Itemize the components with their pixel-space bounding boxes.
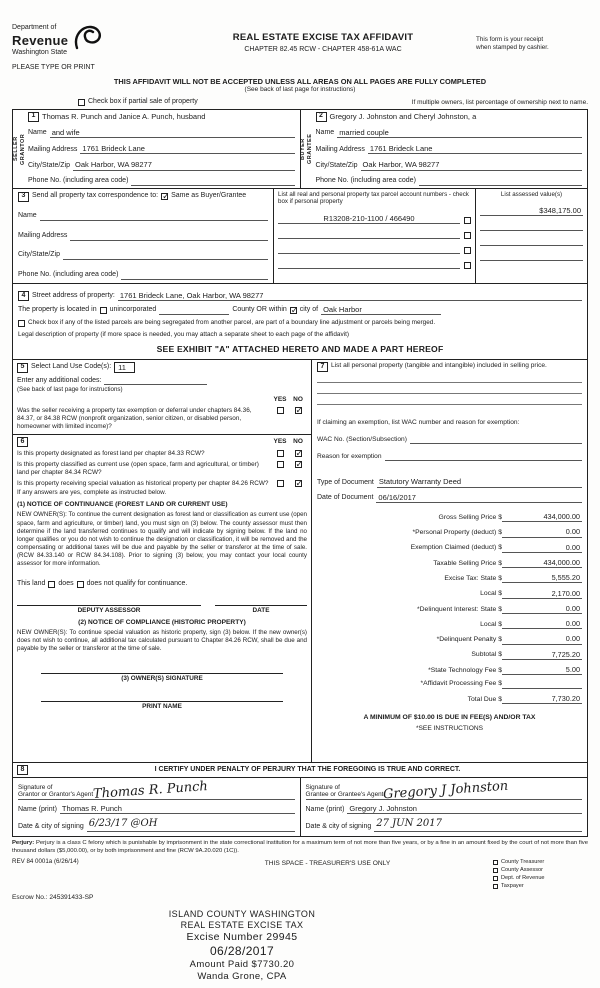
personal-property-checkbox-4[interactable] xyxy=(464,262,471,269)
type-of-document-input[interactable]: Statutory Warranty Deed xyxy=(377,477,582,487)
does-checkbox[interactable] xyxy=(48,581,55,588)
distribution-list xyxy=(493,858,588,890)
county-assessor-checkbox[interactable] xyxy=(493,868,498,873)
corr-csz-input[interactable] xyxy=(63,251,268,260)
section-4 xyxy=(12,283,588,360)
perjury-text: Perjury is a class C felony which is punishable by imprisonment in the state correctional institution for a maximum term of not more than five years, or by a fine in an amount fixed by the court of not more than five thousand dollars ($5,000.00), or by both imprisonment and fine (RCW 9A.20.020 (1C)). xyxy=(12,839,588,854)
print-name-line[interactable] xyxy=(41,701,283,702)
tech-fee-label: *State Technology Fee $ xyxy=(428,666,502,674)
excise-local-value[interactable]: 2,170.00 xyxy=(502,589,582,599)
total-due-label: Total Due $ xyxy=(467,695,502,703)
section-8-number: 8 xyxy=(17,765,28,775)
deputy-assessor-label: DEPUTY ASSESSOR xyxy=(77,606,141,614)
county-or-label: County OR within xyxy=(232,305,287,313)
buyer-side-label: BUYER xyxy=(300,137,307,160)
grantor-signature[interactable]: Thomas R. Punch xyxy=(92,778,209,802)
assessed-value-2[interactable] xyxy=(480,222,583,231)
grantee-name-print-label: Name (print) xyxy=(305,805,345,813)
county-treasurer-label: County Treasurer xyxy=(501,859,545,866)
stamp-county-line: ISLAND COUNTY WASHINGTON xyxy=(168,908,316,919)
corr-name-input[interactable] xyxy=(40,212,268,221)
personal-property-line-2[interactable] xyxy=(317,383,582,394)
seller-phone-input[interactable] xyxy=(131,177,294,186)
seller-side-label: SELLER xyxy=(12,136,19,161)
personal-property-checkbox-2[interactable] xyxy=(464,232,471,239)
wac-input[interactable] xyxy=(410,435,582,444)
buyer-phone-input[interactable] xyxy=(419,177,582,186)
corr-csz-label: City/State/Zip xyxy=(18,251,61,259)
seller-name-line1[interactable]: Thomas R. Punch and Janice A. Punch, husband xyxy=(42,112,206,122)
taxable-price-label: Taxable Selling Price $ xyxy=(433,559,502,567)
subtotal-value[interactable]: 7,725.20 xyxy=(502,650,582,660)
this-land-label: This land xyxy=(17,579,46,587)
processing-fee-label: *Affidavit Processing Fee $ xyxy=(420,680,502,688)
owners-signature-line[interactable] xyxy=(41,673,283,674)
receipt-note-line2: when stamped by cashier. xyxy=(476,43,549,51)
section-6 xyxy=(12,434,312,763)
notice-compliance-title: (2) NOTICE OF COMPLIANCE (HISTORIC PROPERTY) xyxy=(78,618,246,626)
see-back-note: (See back of last page for instructions) xyxy=(17,386,123,394)
same-as-buyer-label: Same as Buyer/Grantee xyxy=(171,192,247,200)
deferral-question: Was the seller receiving a property tax exemption or deferral under chapters 84.36, 84.37, or 84.38 RCW (nonprofit organization, senior citizen, or disabled person, homeowner with limited income)? xyxy=(17,407,252,430)
exemption-deduct-value[interactable]: 0.00 xyxy=(502,543,582,553)
seller-name-line2[interactable]: and wife xyxy=(50,128,295,138)
current-use-yes-checkbox[interactable] xyxy=(277,461,284,468)
assessed-value-3[interactable] xyxy=(480,237,583,246)
footer-row xyxy=(12,858,588,890)
perjury-title: Perjury: xyxy=(12,839,35,846)
yes-header: YES xyxy=(273,396,287,404)
corr-phone-input[interactable] xyxy=(121,271,268,280)
historic-question: Is this property receiving special valuation as historical property per chapter 84.26 RCW? xyxy=(17,479,269,487)
buyer-section xyxy=(300,109,589,189)
additional-codes-label: Enter any additional codes: xyxy=(17,376,102,384)
grantor-date-input[interactable]: 6/23/17 @OH xyxy=(87,818,295,832)
exemption-deduct-label: Exemption Claimed (deduct) $ xyxy=(410,544,502,552)
escrow-label: Escrow No.: xyxy=(12,894,48,902)
deputy-date-line[interactable] xyxy=(215,605,307,606)
section-5 xyxy=(12,359,312,435)
deferral-yes-checkbox[interactable] xyxy=(277,407,284,414)
escrow-number-field xyxy=(12,894,588,902)
please-type-label: PLEASE TYPE OR PRINT xyxy=(12,63,95,71)
does-not-label: does not qualify for continuance. xyxy=(86,579,188,587)
answers-yes-note: If any answers are yes, complete as instructed below. xyxy=(17,489,167,497)
partial-sale-field xyxy=(78,98,198,107)
buyer-csz-label: City/State/Zip xyxy=(315,161,358,169)
no-header: NO xyxy=(293,396,303,404)
washington-state-label: Washington State xyxy=(12,49,67,56)
parcel-number-4[interactable] xyxy=(278,260,460,269)
grantor-side-label: GRANTOR xyxy=(19,133,26,165)
current-use-question: Is this property classified as current use (open space, farm and agricultural, or timber) land per chapter 84.34 RCW? xyxy=(17,460,259,476)
forest-land-question: Is this property designated as forest land per chapter 84.33 RCW? xyxy=(17,450,205,458)
personal-property-checkbox-1[interactable] xyxy=(464,217,471,224)
send-correspondence-label: Send all property tax correspondence to: xyxy=(32,192,159,200)
county-assessor-label: County Assessor xyxy=(501,867,543,874)
seller-mailing-input[interactable]: 1761 Brideck Lane xyxy=(80,144,294,154)
wac-label: WAC No. (Section/Subsection) xyxy=(317,436,407,444)
section-8 xyxy=(12,762,588,837)
grantor-name-print-label: Name (print) xyxy=(18,805,57,813)
grantee-signature[interactable]: Gregory J Johnston xyxy=(383,778,510,803)
historic-yes-checkbox[interactable] xyxy=(277,480,284,487)
deputy-assessor-line[interactable] xyxy=(17,605,201,606)
assessed-values-header: List assessed value(s) xyxy=(500,190,563,198)
section-5-number: 5 xyxy=(17,363,28,373)
taxpayer-checkbox[interactable] xyxy=(493,884,498,889)
banner-text: THIS AFFIDAVIT WILL NOT BE ACCEPTED UNLESS ALL AREAS ON ALL PAGES ARE FULLY COMPLETED xyxy=(113,76,487,86)
form-subtitle: CHAPTER 82.45 RCW - CHAPTER 458-61A WAC xyxy=(244,45,402,53)
minimum-fee-note: A MINIMUM OF $10.00 IS DUE IN FEE(S) AND/OR TAX xyxy=(363,714,536,722)
does-label: does xyxy=(58,579,74,587)
partial-sale-label: Check box if partial sale of property xyxy=(88,97,198,105)
revenue-label: Revenue xyxy=(12,32,69,48)
current-use-no-checkbox[interactable] xyxy=(295,461,302,468)
personal-deduct-value[interactable]: 0.00 xyxy=(502,527,582,537)
multiple-owners-note: If multiple owners, list percentage of ownership next to name. xyxy=(411,98,588,106)
forest-yes-checkbox[interactable] xyxy=(277,450,284,457)
receipt-note-line1: This form is your receipt xyxy=(476,36,544,43)
parcel-number-3[interactable] xyxy=(278,245,460,254)
gross-price-label: Gross Selling Price $ xyxy=(438,513,502,521)
section-7 xyxy=(311,359,588,763)
legal-description-label: Legal description of property (if more space is needed, you may attach a separate sheet to each page of the affidavit) xyxy=(18,331,349,339)
section-1-number: 1 xyxy=(28,112,39,122)
treasurer-use-label: THIS SPACE - TREASURER'S USE ONLY xyxy=(264,860,391,868)
notice-compliance-text: NEW OWNER(S): To continue special valuation as historic property, sign (3) below. If the new owner(s) does not wish to continue, all additional tax calculated pursuant to Chapter 84.26 RCW, shall be due and payable by the seller or transferor at the time of sale. xyxy=(17,628,307,652)
grantor-signature-of-label: Signature of xyxy=(18,783,53,791)
section-3-number: 3 xyxy=(18,192,29,202)
corr-mailing-label: Mailing Address xyxy=(18,231,68,239)
corr-name-label: Name xyxy=(18,212,37,220)
escrow-value[interactable]: 245391433-SP xyxy=(49,894,94,902)
date-of-document-label: Date of Document xyxy=(317,494,374,502)
buyer-phone-label: Phone No. (including area code) xyxy=(315,176,416,184)
excise-state-label: Excise Tax: State $ xyxy=(444,574,502,582)
certify-statement: I CERTIFY UNDER PENALTY OF PERJURY THAT THE FOREGOING IS TRUE AND CORRECT. xyxy=(154,765,461,773)
land-use-code-input[interactable]: 11 xyxy=(114,362,135,373)
segregated-checkbox[interactable] xyxy=(18,320,25,327)
seller-phone-label: Phone No. (including area code) xyxy=(28,176,129,184)
city-checkbox[interactable] xyxy=(290,307,297,314)
grantor-agent-label: Grantor or Grantor's Agent xyxy=(18,791,94,799)
tech-fee-value[interactable]: 5.00 xyxy=(502,665,582,675)
assessed-value-1[interactable]: $348,175.00 xyxy=(480,206,583,216)
section-4-number: 4 xyxy=(18,291,29,301)
buyer-csz-input[interactable]: Oak Harbor, WA 98277 xyxy=(361,160,582,170)
delinquent-interest-state-value[interactable]: 0.00 xyxy=(502,604,582,614)
buyer-mailing-input[interactable]: 1761 Brideck Lane xyxy=(368,144,582,154)
corr-phone-label: Phone No. (including area code) xyxy=(18,270,119,278)
stamp-reet-line: REAL ESTATE EXCISE TAX xyxy=(180,919,304,930)
reason-exemption-label: Reason for exemption xyxy=(317,453,382,461)
reason-exemption-input[interactable] xyxy=(385,452,582,461)
yes-header-2: YES xyxy=(273,438,287,446)
personal-deduct-label: *Personal Property (deduct) $ xyxy=(412,529,502,537)
historic-no-checkbox[interactable] xyxy=(295,480,302,487)
excise-local-label: Local $ xyxy=(480,590,502,598)
rev-number: REV 84 0001a (6/26/14) xyxy=(12,858,79,866)
county-treasurer-checkbox[interactable] xyxy=(493,860,498,865)
delinquent-penalty-value[interactable]: 0.00 xyxy=(502,634,582,644)
dept-revenue-label: Dept. of Revenue xyxy=(501,875,545,882)
grantee-side-label: GRANTEE xyxy=(307,133,313,164)
notice-continuance-text: NEW OWNER(S): To continue the current designation as forest land or classification as current use (open space, farm and agriculture, or timber) land, you must sign on (3) below. The county assessor must then determine if the land transferred continues to qualify and will indicate by signing below. If the land no longer qualifies or you do not wish to continue the designation or classification, it will be removed and the compensating or additional taxes will be due and payable by the seller or transferor at the time of sale. (RCW 84.33.140 or RCW 84.34.108). Prior to signing (3) below, you may contact your local county assessor for more information. xyxy=(17,511,307,567)
stamp-date: 06/28/2017 xyxy=(209,944,275,959)
buyer-name-line1[interactable]: Gregory J. Johnston and Cheryl Johnston, a xyxy=(329,112,477,122)
personal-property-line-3[interactable] xyxy=(317,394,582,405)
city-input[interactable]: Oak Harbor xyxy=(321,305,441,315)
assessed-value-4[interactable] xyxy=(480,252,583,261)
section-6-number: 6 xyxy=(17,437,28,447)
delinquent-interest-local-value[interactable]: 0.00 xyxy=(502,619,582,629)
grantee-date-city-label: Date & city of signing xyxy=(305,823,372,831)
section-7-number: 7 xyxy=(317,362,328,372)
receipt-note xyxy=(476,24,588,52)
corr-mailing-input[interactable] xyxy=(70,232,268,241)
banner-subtext: (See back of last page for instructions) xyxy=(244,85,356,93)
stamp-cashier-name: Wanda Grone, CPA xyxy=(197,971,287,982)
buyer-name-line2[interactable]: married couple xyxy=(337,128,582,138)
does-not-checkbox[interactable] xyxy=(77,581,84,588)
dor-logo-icon xyxy=(72,24,102,56)
processing-fee-value[interactable] xyxy=(502,688,582,689)
personal-property-checkbox-3[interactable] xyxy=(464,247,471,254)
personal-property-line-1[interactable] xyxy=(317,372,582,383)
perjury-clause xyxy=(12,840,588,855)
notice-continuance-title: (1) NOTICE OF CONTINUANCE (FOREST LAND OR CURRENT USE) xyxy=(17,501,228,509)
grantor-name-input[interactable]: Thomas R. Punch xyxy=(60,804,295,814)
grantee-agent-label: Grantee or Grantee's Agent xyxy=(305,791,384,799)
segregated-label: Check box if any of the listed parcels are being segregated from another parcel, are part of a boundary line adjustment or parcels being merged. xyxy=(28,319,436,327)
personal-property-list-label: List all personal property (tangible and intangible) included in selling price. xyxy=(331,362,547,370)
city-of-label: city of xyxy=(299,305,319,313)
section-2-number: 2 xyxy=(316,112,327,122)
taxpayer-label: Taxpayer xyxy=(501,883,524,890)
buyer-mailing-label: Mailing Address xyxy=(315,145,365,153)
form-header xyxy=(12,24,588,73)
delinquent-interest-state-label: *Delinquent Interest: State $ xyxy=(416,605,502,613)
dept-revenue-checkbox[interactable] xyxy=(493,876,498,881)
delinquent-penalty-label: *Delinquent Penalty $ xyxy=(436,636,502,644)
grantee-signature-block xyxy=(300,778,588,836)
no-header-2: NO xyxy=(293,438,303,446)
grantee-signature-of-label: Signature of xyxy=(305,783,340,791)
exemption-claim-label: If claiming an exemption, list WAC number and reason for exemption: xyxy=(317,419,520,427)
owners-signature-label: (3) OWNER(S) SIGNATURE xyxy=(121,675,203,683)
parcel-number-1[interactable]: R13208-210-1100 / 466490 xyxy=(278,214,460,224)
seller-mailing-label: Mailing Address xyxy=(28,145,78,153)
legal-description-value[interactable]: SEE EXHIBIT "A" ATTACHED HERETO AND MADE A PART HEREOF xyxy=(156,344,444,355)
forest-no-checkbox[interactable] xyxy=(295,450,302,457)
county-input[interactable] xyxy=(159,306,229,315)
seller-name-label: Name xyxy=(28,129,47,137)
section-3 xyxy=(12,188,588,284)
unincorporated-label: unincorporated xyxy=(109,305,157,313)
grantor-date-city-label: Date & city of signing xyxy=(18,823,84,831)
located-in-label: The property is located in xyxy=(18,305,97,313)
excise-state-value[interactable]: 5,555.20 xyxy=(502,573,582,583)
form-title: REAL ESTATE EXCISE TAX AFFIDAVIT xyxy=(232,32,414,43)
seller-csz-input[interactable]: Oak Harbor, WA 98277 xyxy=(73,160,294,170)
street-address-label: Street address of property: xyxy=(32,292,115,300)
parcel-numbers-header: List all real and personal property tax parcel account numbers - check box if personal property xyxy=(278,190,469,206)
deputy-date-label: DATE xyxy=(252,606,270,614)
parties-row xyxy=(12,109,588,189)
stamp-amount-paid: Amount Paid $7730.20 xyxy=(189,959,295,971)
print-name-label: PRINT NAME xyxy=(142,703,182,711)
seller-section xyxy=(12,109,301,189)
grantor-signature-block xyxy=(13,778,300,836)
unincorporated-checkbox[interactable] xyxy=(100,307,107,314)
main-columns xyxy=(12,359,588,763)
subtotal-label: Subtotal $ xyxy=(471,651,502,659)
type-of-document-label: Type of Document xyxy=(317,478,374,486)
land-use-label: Select Land Use Code(s): xyxy=(31,363,112,371)
total-due-value[interactable]: 7,730.20 xyxy=(502,694,582,704)
dept-of-label: Department of xyxy=(12,24,57,31)
treasurer-stamp xyxy=(32,909,452,983)
seller-csz-label: City/State/Zip xyxy=(28,161,71,169)
see-instructions-note: *SEE INSTRUCTIONS xyxy=(415,724,484,732)
deferral-no-checkbox[interactable] xyxy=(295,407,302,414)
additional-codes-input[interactable] xyxy=(104,376,207,385)
buyer-name-label: Name xyxy=(315,129,335,137)
grantee-name-input[interactable]: Gregory J. Johnston xyxy=(347,804,582,814)
delinquent-interest-local-label: Local $ xyxy=(480,620,502,628)
grantee-date-input[interactable]: 27 JUN 2017 xyxy=(374,818,582,832)
taxable-price-value[interactable]: 434,000.00 xyxy=(502,558,582,568)
stamp-excise-number: Excise Number 29945 xyxy=(186,931,298,943)
street-address-input[interactable]: 1761 Brideck Lane, Oak Harbor, WA 98277 xyxy=(118,291,582,301)
parcel-number-2[interactable] xyxy=(278,230,460,239)
gross-price-value[interactable]: 434,000.00 xyxy=(502,512,582,522)
partial-sale-checkbox[interactable] xyxy=(78,99,85,106)
same-as-buyer-checkbox[interactable] xyxy=(161,193,168,200)
date-of-document-input[interactable]: 06/16/2017 xyxy=(376,493,582,503)
